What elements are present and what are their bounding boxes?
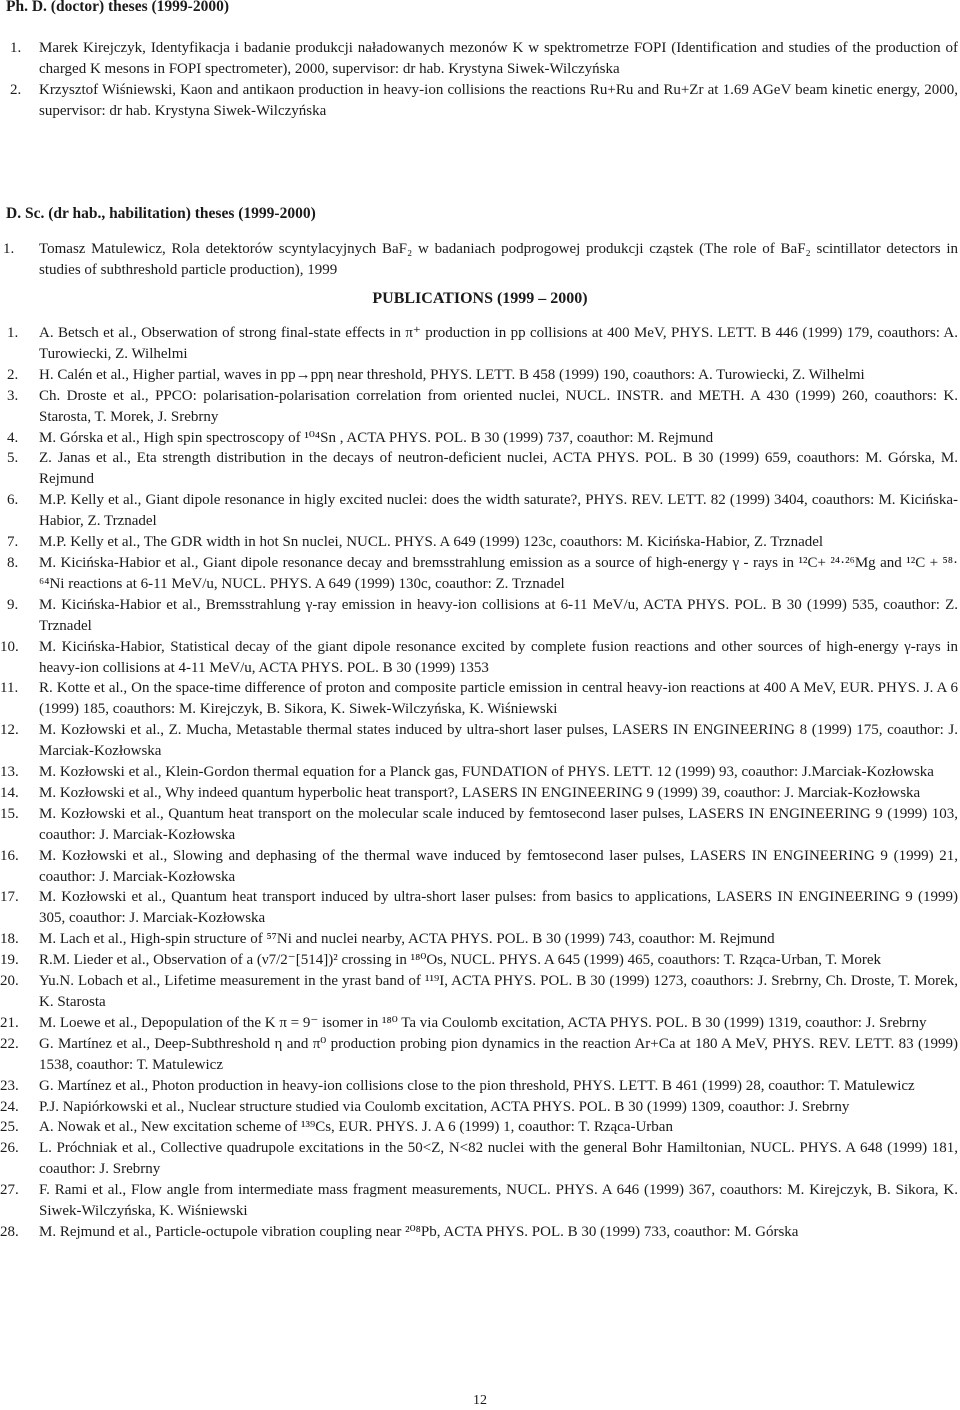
item-text: Krzysztof Wiśniewski, Kaon and antikaon production in heavy-ion collisions the reactions Ru+Ru and Ru+Zr at 1.69 AGeV beam kinetic energy, 2000, supervisor: dr hab. Krystyna Siwek-Wilczyńska: [39, 81, 958, 119]
item-number: 21.: [0, 1014, 19, 1031]
item-number: 12.: [0, 722, 19, 739]
list-item: [0, 950, 958, 971]
phd-theses-list: [0, 38, 958, 122]
item-text: Z. Janas et al., Eta strength distribution in the decays of neutron-deficient nuclei, ACTA PHYS. POL. B 30 (1999) 659, coauthors: M. Górska, M. Rejmund: [39, 450, 958, 488]
item-number: 1.: [10, 40, 22, 56]
list-item: [0, 1117, 958, 1138]
item-number: 1.: [7, 325, 19, 341]
item-text: Yu.N. Lobach et al., Lifetime measurement in the yrast band of ¹¹⁹I, ACTA PHYS. POL. B 30 (1999) 1273, coauthors: J. Srebrny, Ch. Droste, T. Morek, K. Starosta: [39, 973, 958, 1010]
list-item: [0, 887, 958, 929]
item-number: 9.: [7, 596, 19, 613]
list-item: [0, 532, 958, 553]
list-item: [0, 846, 958, 888]
list-item: [0, 1222, 958, 1243]
list-item: [0, 239, 958, 281]
list-item: [0, 971, 958, 1013]
list-item: [0, 386, 958, 428]
item-number: 26.: [0, 1140, 19, 1157]
item-text: M. Loewe et al., Depopulation of the K π = 9⁻ isomer in ¹⁸⁰ Ta via Coulomb excitation, ACTA PHYS. POL. B 30 (1999) 1319, coauthor: J. Srebrny: [39, 1014, 927, 1031]
item-text: M. Górska et al., High spin spectroscopy of ¹⁰⁴Sn , ACTA PHYS. POL. B 30 (1999) 737, coauthor: M. Rejmund: [39, 429, 714, 446]
item-number: 2.: [10, 81, 22, 98]
item-number: 2.: [7, 366, 19, 383]
item-text: M. Kozłowski et al., Why indeed quantum hyperbolic heat transport?, LASERS IN ENGINEERING 9 (1999) 39, coauthor: J. Marciak-Kozłowska: [39, 784, 921, 801]
item-text: M.P. Kelly et al., Giant dipole resonance in higly excited nuclei: does the width saturate?, PHYS. REV. LETT. 82 (1999) 3404, coauthors: M. Kicińska-Habior, Z. Trznadel: [39, 492, 958, 530]
item-number: 17.: [0, 889, 19, 906]
item-text: M. Lach et al., High-spin structure of ⁵⁷Ni and nuclei nearby, ACTA PHYS. POL. B 30 (1999) 743, coauthor: M. Rejmund: [39, 931, 775, 948]
item-number: 24.: [0, 1098, 19, 1115]
list-item: [0, 762, 958, 783]
item-number: 13.: [0, 764, 19, 781]
list-item: [0, 365, 958, 386]
item-number: 16.: [0, 847, 19, 864]
list-item: [0, 1013, 958, 1034]
item-number: 14.: [0, 784, 19, 801]
item-text: M.P. Kelly et al., The GDR width in hot Sn nuclei, NUCL. PHYS. A 649 (1999) 123c, coauthors: M. Kicińska-Habior, Z. Trznadel: [39, 534, 824, 551]
item-text: Marek Kirejczyk, Identyfikacja i badanie produkcji naładowanych mezonów K w spektrometrze FOPI (Identification and studies of the production of charged K mesons in FOPI spectrometer), 2000, supervisor: dr hab. Krystyna Siwek-Wilczyńska: [39, 40, 958, 77]
item-number: 10.: [0, 638, 19, 655]
item-text: H. Calén et al., Higher partial, waves in pp→ppη near threshold, PHYS. LETT. B 458 (1999) 190, coauthors: A. Turowiecki, Z. Wilhelmi: [39, 366, 865, 383]
item-number: 28.: [0, 1223, 19, 1240]
item-text: M. Kozłowski et al., Klein-Gordon thermal equation for a Planck gas, FUNDATION of PHYS. LETT. 12 (1999) 93, coauthor: J.Marciak-Kozłowska: [39, 764, 934, 781]
list-item: [0, 1138, 958, 1180]
item-text: R. Kotte et al., On the space-time difference of proton and composite particle emission in central heavy-ion reactions at 400 A MeV, EUR. PHYS. J. A 6 (1999) 185, coauthors: M. Kirejczyk, B. Sikora, K. Siwek-Wilczyńska, K. Wiśniewski: [39, 680, 958, 718]
item-number: 15.: [0, 805, 19, 822]
list-item: [0, 1034, 958, 1076]
item-number: 25.: [0, 1119, 19, 1136]
item-text: Ch. Droste et al., PPCO: polarisation-polarisation correlation from oriented nuclei, NUCL. INSTR. and METH. A 430 (1999) 260, coauthors: K. Starosta, T. Morek, J. Srebrny: [39, 387, 958, 425]
item-text: L. Próchniak et al., Collective quadrupole excitations in the 50<Z, N<82 nuclei with the general Bohr Hamiltonian, NUCL. PHYS. A 648 (1999) 181, coauthor: J. Srebrny: [39, 1140, 958, 1178]
item-text: R.M. Lieder et al., Observation of a (ν7/2⁻[514])² crossing in ¹⁸⁰Os, NUCL. PHYS. A 645 (1999) 465, coauthors: T. Rząca-Urban, T. Morek: [39, 952, 882, 969]
list-item: [0, 323, 958, 365]
list-item: [0, 490, 958, 532]
item-number: 5.: [7, 450, 19, 467]
item-number: 7.: [7, 534, 19, 551]
item-text: F. Rami et al., Flow angle from intermediate mass fragment measurements, NUCL. PHYS. A 646 (1999) 367, coauthors: M. Kirejczyk, B. Sikora, K. Siwek-Wilczyńska, K. Wiśniewski: [39, 1182, 958, 1220]
item-number: 27.: [0, 1182, 19, 1199]
item-number: 4.: [7, 429, 19, 446]
page-number: 12: [473, 1393, 487, 1408]
phd-theses-heading: Ph. D. (doctor) theses (1999-2000): [6, 0, 229, 15]
list-item: [0, 637, 958, 679]
list-item: [0, 1180, 958, 1222]
item-number: 20.: [0, 973, 19, 990]
list-item: [0, 428, 958, 449]
item-number: 22.: [0, 1035, 19, 1052]
list-item: [0, 38, 958, 80]
list-item: [0, 720, 958, 762]
item-number: 3.: [7, 387, 19, 404]
item-number: 11.: [0, 680, 19, 697]
list-item: [0, 448, 958, 490]
item-text: G. Martínez et al., Deep-Subthreshold η and π⁰ production probing pion dynamics in the reaction Ar+Ca at 180 A MeV, PHYS. REV. LETT. 83 (1999) 1538, coauthor: T. Matulewicz: [39, 1035, 958, 1073]
publications-title: PUBLICATIONS (1999 – 2000): [372, 290, 588, 307]
item-text: M. Rejmund et al., Particle-octupole vibration coupling near ²⁰⁸Pb, ACTA PHYS. POL. B 30 (1999) 733, coauthor: M. Górska: [39, 1223, 799, 1240]
item-number: 6.: [7, 492, 19, 509]
list-item: [0, 553, 958, 595]
item-text: M. Kicińska-Habior, Statistical decay of the giant dipole resonance excited by complete fusion reactions and other sources of high-energy γ-rays in heavy-ion collisions at 4-11 MeV/u, ACTA PHYS. POL. B 30 (1999) 1353: [39, 638, 958, 676]
list-item: [0, 929, 958, 950]
item-text: M. Kicińska-Habior et al., Giant dipole resonance decay and bremsstrahlung emission as a source of high-energy γ - rays in ¹²C+ ²⁴·²⁶Mg and ¹²C + ⁵⁸· ⁶⁴Ni reactions at 6-11 MeV/u, NUCL. PHYS. A 649 (1999) 130c, coauthor: Z. Trznadel: [39, 554, 958, 592]
item-text: M. Kozłowski et al., Slowing and dephasing of the thermal wave induced by femtosecond laser pulses, LASERS IN ENGINEERING 9 (1999) 21, coauthor: J. Marciak-Kozłowska: [39, 847, 958, 885]
item-text: A. Nowak et al., New excitation scheme of ¹³⁹Cs, EUR. PHYS. J. A 6 (1999) 1, coauthor: T. Rząca-Urban: [39, 1119, 673, 1136]
item-text: M. Kozłowski et al., Quantum heat transport on the molecular scale induced by femtosecond laser pulses, LASERS IN ENGINEERING 9 (1999) 103, coauthor: J. Marciak-Kozłowska: [39, 805, 958, 843]
item-text: G. Martínez et al., Photon production in heavy-ion collisions close to the pion threshold, PHYS. LETT. B 461 (1999) 28, coauthor: T. Matulewicz: [39, 1077, 915, 1094]
item-text: M. Kozłowski et al., Z. Mucha, Metastable thermal states induced by ultra-short laser pulses, LASERS IN ENGINEERING 8 (1999) 175, coauthor: J. Marciak-Kozłowska: [39, 722, 958, 760]
item-text: Tomasz Matulewicz, Rola detektorów scyntylacyjnych BaF₂ w badaniach podprogowej produkcji cząstek (The role of BaF₂ scintillator detectors in studies of subthreshold particle production), 1999: [39, 241, 958, 278]
item-text: M. Kozłowski et al., Quantum heat transport induced by ultra-short laser pulses: from basics to applications, LASERS IN ENGINEERING 9 (1999) 305, coauthor: J. Marciak-Kozłowska: [39, 889, 958, 927]
list-item: [0, 678, 958, 720]
item-text: M. Kicińska-Habior et al., Bremsstrahlung γ-ray emission in heavy-ion collisions at 6-11 MeV/u, ACTA PHYS. POL. B 30 (1999) 535, coauthor: Z. Trznadel: [39, 596, 958, 634]
list-item: [0, 804, 958, 846]
item-number: 8.: [7, 554, 19, 571]
list-item: [0, 80, 958, 122]
item-number: 18.: [0, 931, 19, 948]
item-text: A. Betsch et al., Obserwation of strong final-state effects in π⁺ production in pp collisions at 400 MeV, PHYS. LETT. B 446 (1999) 179, coauthors: A. Turowiecki, Z. Wilhelmi: [39, 325, 958, 362]
list-item: [0, 595, 958, 637]
list-item: [0, 1076, 958, 1097]
list-item: [0, 783, 958, 804]
item-number: 23.: [0, 1077, 19, 1094]
item-number: 19.: [0, 952, 19, 969]
item-number: 1.: [3, 241, 15, 257]
item-text: P.J. Napiórkowski et al., Nuclear structure studied via Coulomb excitation, ACTA PHYS. POL. B 30 (1999) 1309, coauthor: J. Srebrny: [39, 1098, 850, 1115]
list-item: [0, 1097, 958, 1118]
publications-list: [0, 323, 958, 1243]
dsc-theses-list: [0, 239, 958, 281]
dsc-theses-heading: D. Sc. (dr hab., habilitation) theses (1999-2000): [6, 205, 316, 222]
